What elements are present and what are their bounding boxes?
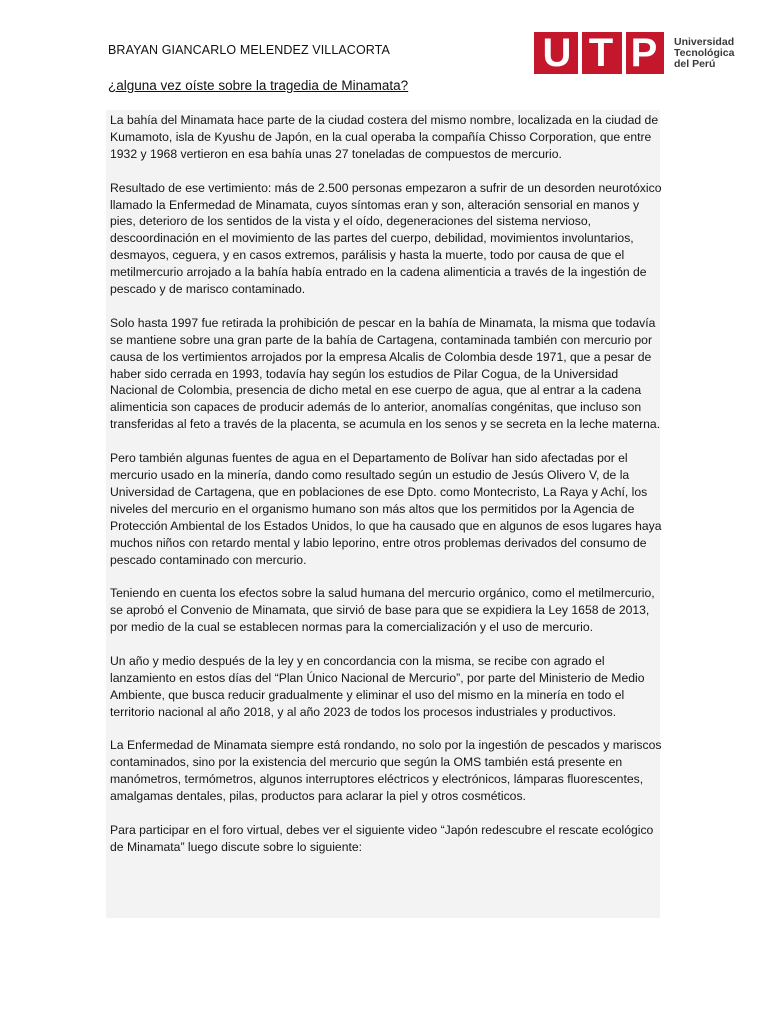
document-body [110, 112, 662, 873]
paragraph: Pero también algunas fuentes de agua en el Departamento de Bolívar han sido afectadas por el mercurio usado en la minería, dando como resultado según un estudio de Jesús Olivero V, de la Universidad de Cartagena, que en poblaciones de ese Dpto. como Montecristo, La Raya y Achí, los niveles del mercurio en el organismo humano son más altos que los permitidos por la Agencia de Protección Ambiental de los Estados Unidos, lo que ha causado que en algunos de esos lugares haya muchos niños con retardo mental y labio leporino, entre otros problemas derivados del consumo de pescado contaminado con mercurio. [110, 451, 662, 567]
logo-line: Tecnológica [674, 47, 735, 59]
paragraph: La Enfermedad de Minamata siempre está rondando, no solo por la ingestión de pescados y mariscos contaminados, sino por la existencia del mercurio que según la OMS también está presente en manómetros, termómetros, algunos interruptores eléctricos y electrónicos, lámparas fluorescentes, amalgamas dentales, pilas, productos para aclarar la piel y otros cosméticos. [110, 738, 662, 804]
logo-line: del Perú [674, 58, 716, 70]
logo-line: Universidad [674, 36, 735, 48]
question-heading: ¿alguna vez oíste sobre la tragedia de Minamata? [108, 78, 409, 93]
paragraph: La bahía del Minamata hace parte de la ciudad costera del mismo nombre, localizada en la ciudad de Kumamoto, isla de Kyushu de Japón, en la cual operaba la compañía Chisso Corporation, que entre 1932 y 1968 vertieron en esa bahía unas 27 toneladas de compuestos de mercurio. [110, 113, 659, 161]
paragraph: Resultado de ese vertimiento: más de 2.500 personas empezaron a sufrir de un desorden neurotóxico llamado la Enfermedad de Minamata, cuyos síntomas eran y son, alteración sensorial en manos y pies, deterioro de los sentidos de la vista y el oído, degeneraciones del sistema nervioso, descoordinación en el movimiento de las partes del cuerpo, debilidad, movimientos involuntarios, desmayos, ceguera, y en casos extremos, parálisis y hasta la muerte, todo por causa de que el metilmercurio arrojado a la bahía había entrado en la cadena alimenticia a través de la ingestión de pescado y de marisco contaminado. [110, 180, 662, 297]
paragraph: Un año y medio después de la ley y en concordancia con la misma, se recibe con agrado el lanzamiento en estos días del “Plan Único Nacional de Mercurio”, por parte del Ministerio de Medio Ambiente, que busca reducir gradualmente y eliminar el uso del mismo en la minería en todo el territorio nacional al año 2018, y al año 2023 de todos los procesos industriales y productivos. [110, 653, 645, 719]
logo-letter-p: P [630, 31, 658, 75]
author-name: BRAYAN GIANCARLO MELENDEZ VILLACORTA [108, 43, 390, 57]
paragraph: Teniendo en cuenta los efectos sobre la salud humana del mercurio orgánico, como el metilmercurio, se aprobó el Convenio de Minamata, que sirvió de base para que se expidiera la Ley 1658 de 2013, por medio de la cual se establecen normas para la comercialización y el uso de mercurio. [110, 586, 655, 635]
utp-logo [534, 32, 768, 76]
paragraph: Para participar en el foro virtual, debes ver el siguiente video “Japón redescubre el rescate ecológico de Minamata” luego discute sobre lo siguiente: [110, 822, 654, 854]
paragraph: Solo hasta 1997 fue retirada la prohibición de pescar en la bahía de Minamata, la misma que todavía se mantiene sobre una gran parte de la bahía de Cartagena, contaminada también con mercurio por causa de los vertimientos arrojados por la empresa Alcalis de Colombia desde 1971, que a pesar de haber sido cerrada en 1993, todavía hay según los estudios de Pilar Cogua, de la Universidad Nacional de Colombia, presencia de dicho metal en ese cuerpo de agua, que al entrar a la cadena alimenticia son capaces de producir además de lo anterior, anomalías congénitas, que incluso son transferidas al feto a través de la placenta, se acumula en los senos y se secreta en la leche materna. [110, 315, 661, 432]
logo-letter-u: U [542, 31, 572, 75]
logo-wordmark [674, 37, 734, 70]
logo-letter-t: T [588, 31, 614, 75]
